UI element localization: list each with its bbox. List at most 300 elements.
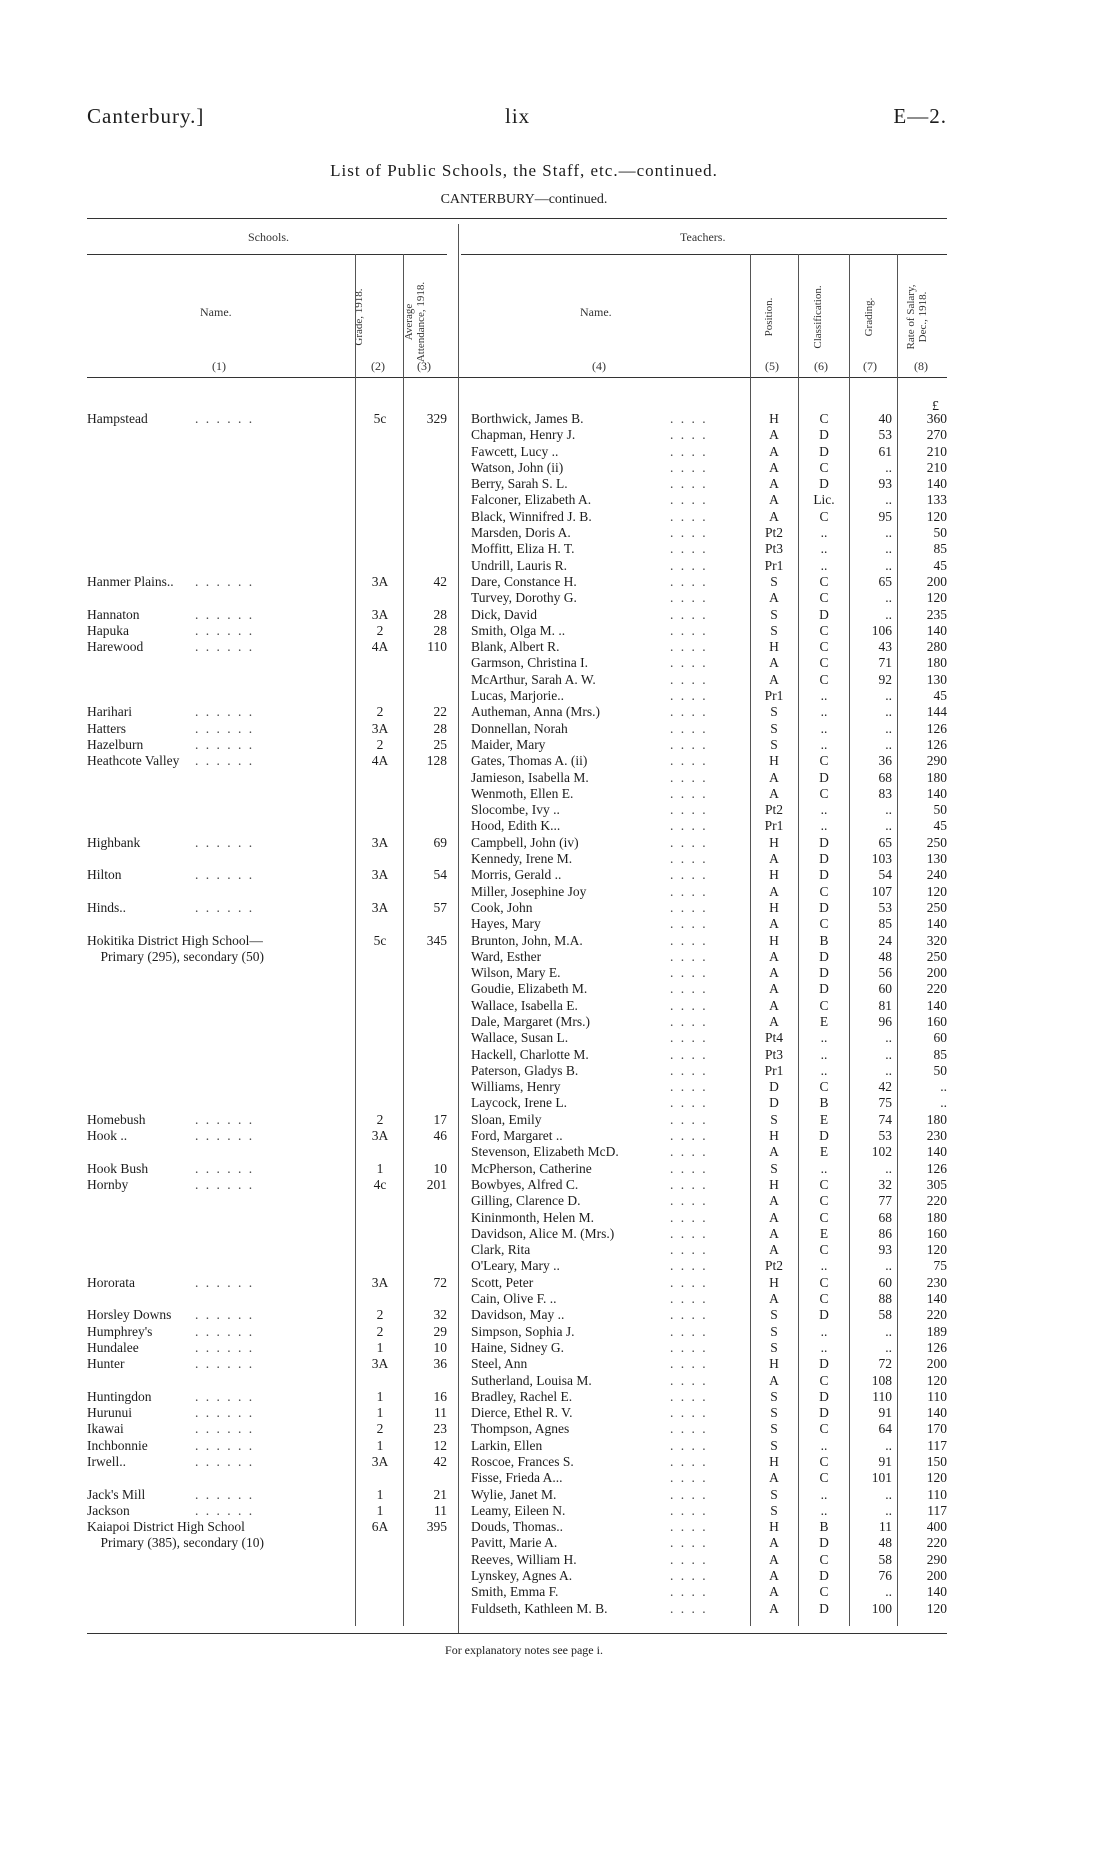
teacher-grading: 86 [878,1225,892,1241]
teacher-position: H [769,899,779,915]
teacher-classification: C [819,1176,829,1192]
teacher-name: Autheman, Anna (Mrs.) [471,704,600,720]
leader-dots: . . . . [670,606,708,622]
teacher-grading: .. [885,720,892,736]
teacher-salary: 240 [926,867,947,883]
teacher-classification: D [819,1388,829,1404]
teacher-salary: 75 [933,1258,947,1274]
teacher-salary: 140 [926,916,947,932]
teacher-grading: 54 [878,867,892,883]
school-name: Hororata [87,1274,135,1290]
teacher-position: A [769,981,779,997]
school-attendance: 22 [433,704,447,720]
col-number: (5) [765,359,779,373]
teacher-classification: .. [820,1160,828,1176]
teacher-position: S [770,704,778,720]
table-row [0,541,1114,557]
teacher-classification: D [819,834,829,850]
leader-dots: . . . . [670,1176,708,1192]
leader-dots: . . . . [670,508,708,524]
table-row [0,1030,1114,1046]
school-attendance: 11 [434,1502,447,1518]
school-name: Inchbonnie [87,1437,148,1453]
teacher-name: Wylie, Janet M. [471,1486,557,1502]
teacher-position: A [769,1291,779,1307]
teacher-grading: .. [885,606,892,622]
teacher-classification: D [819,769,829,785]
leader-dots: . . . . [670,557,708,573]
table-row [0,1454,1114,1470]
leader-dots: . . . . [670,1046,708,1062]
leader-dots: . . . . [670,1535,708,1551]
teacher-name: Falconer, Elizabeth A. [471,492,592,508]
school-name: Highbank [87,834,141,850]
table-row [0,1470,1114,1486]
teacher-grading: 83 [878,785,892,801]
teacher-classification: .. [820,720,828,736]
teacher-salary: 180 [926,655,947,671]
table-row [0,704,1114,720]
teacher-classification: .. [820,525,828,541]
school-name: Heathcote Valley [87,753,180,769]
teacher-salary: 320 [926,932,947,948]
teachers-group-header: Teachers. [680,230,726,244]
teacher-name: Garmson, Christina I. [471,655,588,671]
teacher-grading: .. [885,1062,892,1078]
table-row [0,737,1114,753]
staff-table-body [0,411,1114,1617]
school-grade: 1 [376,1405,384,1421]
leader-dots: . . . . [670,753,708,769]
teacher-classification: C [819,785,829,801]
teacher-salary: 85 [933,541,947,557]
school-name: Homebush [87,1111,146,1127]
teacher-salary: 200 [926,1568,947,1584]
teacher-classification: C [819,916,829,932]
teacher-salary: 120 [926,1600,947,1616]
teacher-classification: C [819,622,829,638]
teachers-group-rule [461,254,947,255]
leader-dots: . . . . . . [195,834,255,850]
col-number: (8) [914,359,928,373]
table-row [0,770,1114,786]
table-row [0,1079,1114,1095]
leader-dots: . . . . [670,997,708,1013]
leader-dots: . . . . . . [195,1307,255,1323]
teacher-name: Blank, Albert R. [471,639,560,655]
teacher-classification: D [819,1128,829,1144]
school-grade: 3A [371,834,389,850]
school-attendance: 201 [426,1176,447,1192]
school-name: Harihari [87,704,132,720]
school-attendance: 25 [433,736,447,752]
teacher-classification: D [819,1405,829,1421]
table-row [0,1063,1114,1079]
teacher-name: Jamieson, Isabella M. [471,769,589,785]
school-name: Humphrey's [87,1323,153,1339]
teacher-position: H [769,753,779,769]
school-attendance: 110 [427,639,447,655]
leader-dots: . . . . [670,899,708,915]
currency-symbol: £ [932,399,939,414]
leader-dots: . . . . [670,1519,708,1535]
school-name: Hook .. [87,1128,128,1144]
table-row [0,1193,1114,1209]
table-row [0,476,1114,492]
teacher-position: H [769,932,779,948]
teacher-salary: 140 [926,1291,947,1307]
leader-dots: . . . . . . [195,1323,255,1339]
page-subtitle: CANTERBURY—continued. [440,192,608,207]
teacher-position: Pt3 [764,541,783,557]
leader-dots: . . . . . . [195,1160,255,1176]
school-grade: 3A [371,1274,389,1290]
teacher-grading: .. [885,802,892,818]
teacher-classification: Lic. [813,492,835,508]
teacher-classification: E [819,1225,829,1241]
leader-dots: . . . . . . [195,1454,255,1469]
teacher-name: Slocombe, Ivy .. [471,802,560,818]
col-grade: Grade, 1918. [353,288,365,346]
teacher-salary: 160 [926,1225,947,1241]
school-attendance: 28 [433,720,447,736]
teacher-position: S [770,1421,778,1437]
table-row [0,1519,1114,1535]
teacher-position: S [770,573,778,589]
school-attendance: 29 [433,1323,447,1339]
teacher-name: O'Leary, Mary .. [471,1258,560,1274]
teacher-grading: 108 [871,1372,892,1388]
leader-dots: . . . . [670,932,708,948]
teacher-name: Marsden, Doris A. [471,525,571,541]
teacher-position: Pr1 [764,1062,784,1078]
school-grade: 2 [376,1323,384,1339]
teacher-classification: .. [820,704,828,720]
school-name: Irwell.. [87,1454,126,1469]
teacher-grading: 72 [878,1356,892,1372]
leader-dots: . . . . [670,1372,708,1388]
leader-dots: . . . . [670,720,708,736]
teacher-position: Pr1 [764,818,784,834]
leader-dots: . . . . . . [195,639,255,655]
teacher-position: Pt3 [764,1046,783,1062]
leader-dots: . . . . [670,785,708,801]
school-attendance: 16 [433,1388,447,1404]
teacher-classification: .. [820,541,828,557]
school-name: Hook Bush [87,1160,149,1176]
leader-dots: . . . . . . [195,1128,255,1144]
teacher-grading: 58 [878,1551,892,1567]
table-top-rule [87,218,947,219]
teacher-salary: 250 [926,948,947,964]
school-grade: 3A [371,867,389,883]
teacher-grading: .. [885,492,892,508]
leader-dots: . . . . [670,1551,708,1567]
teacher-name: Douds, Thomas.. [471,1519,564,1535]
table-row [0,884,1114,900]
col-grading: Grading. [863,297,875,337]
table-row [0,933,1114,949]
teacher-classification: D [819,1568,829,1584]
teacher-salary: 200 [926,965,947,981]
school-name: Harewood [87,639,144,655]
leader-dots: . . . . [670,1600,708,1616]
teacher-classification: D [819,948,829,964]
teacher-classification: C [819,411,829,426]
leader-dots: . . . . [670,1291,708,1307]
teacher-salary: 110 [927,1486,947,1502]
teacher-grading: 61 [878,443,892,459]
leader-dots: . . . . . . [195,736,255,752]
table-row [0,1487,1114,1503]
school-name: Jack's Mill [87,1486,146,1502]
teacher-grading: .. [885,1046,892,1062]
teacher-salary: 140 [926,785,947,801]
school-attendance: 21 [433,1486,447,1502]
teacher-classification: D [819,606,829,622]
teacher-salary: 230 [926,1274,947,1290]
teacher-position: A [769,1225,779,1241]
teacher-position: A [769,1242,779,1258]
table-row [0,1438,1114,1454]
leader-dots: . . . . . . [195,720,255,736]
teacher-grading: .. [885,1584,892,1600]
teacher-name: Davidson, Alice M. (Mrs.) [471,1225,615,1241]
teacher-position: A [769,851,779,867]
teacher-name: Donnellan, Norah [471,720,568,736]
teacher-classification: C [819,590,829,606]
teacher-name: Thompson, Agnes [471,1421,570,1437]
teacher-salary: 117 [927,1437,947,1453]
school-attendance: 42 [433,573,447,589]
table-row [0,1161,1114,1177]
col-salary: Rate of Salary, Dec., 1918. [905,284,929,350]
leader-dots: . . . . [670,427,708,443]
teacher-salary: 180 [926,1209,947,1225]
teacher-salary: 140 [926,476,947,492]
teacher-classification: .. [820,1062,828,1078]
school-name: Hatters [87,720,126,736]
leader-dots: . . . . [670,443,708,459]
teacher-grading: .. [885,1258,892,1274]
school-attendance: 42 [433,1454,447,1469]
leader-dots: . . . . . . [195,1339,255,1355]
teacher-classification: D [819,981,829,997]
teacher-name: Fawcett, Lucy .. [471,443,559,459]
school-name: Hokitika District High School— [87,932,263,948]
teacher-position: H [769,1274,779,1290]
table-row [0,590,1114,606]
teacher-name: Ward, Esther [471,948,542,964]
teacher-classification: C [819,997,829,1013]
teacher-classification: C [819,655,829,671]
teacher-classification: B [819,1519,829,1535]
teacher-grading: .. [885,736,892,752]
school-name: Kaiapoi District High School [87,1519,245,1535]
teacher-position: A [769,671,779,687]
teacher-grading: 36 [878,753,892,769]
table-row [0,444,1114,460]
teacher-salary: 126 [926,736,947,752]
teacher-position: A [769,948,779,964]
leader-dots: . . . . [670,1307,708,1323]
table-row [0,818,1114,834]
school-name: Horsley Downs [87,1307,172,1323]
teacher-grading: .. [885,1486,892,1502]
teacher-salary: 220 [926,1535,947,1551]
school-name: Huntingdon [87,1388,152,1404]
teacher-grading: .. [885,1339,892,1355]
leader-dots: . . . . [670,1209,708,1225]
leader-dots: . . . . [670,541,708,557]
teacher-position: A [769,590,779,606]
school-grade: 1 [376,1160,384,1176]
teacher-salary: 126 [926,1339,947,1355]
teacher-position: A [769,655,779,671]
teacher-position: A [769,476,779,492]
table-row [0,1112,1114,1128]
teacher-salary: 120 [926,1372,947,1388]
teacher-classification: .. [820,802,828,818]
school-name: Hazelburn [87,736,144,752]
teacher-salary: 210 [926,443,947,459]
teacher-classification: D [819,899,829,915]
teacher-name: Borthwick, James B. [471,411,584,426]
running-head-right: E—2. [893,104,947,128]
teacher-name: Bowbyes, Alfred C. [471,1176,579,1192]
table-row [0,1601,1114,1617]
teacher-grading: 53 [878,899,892,915]
teacher-position: H [769,1128,779,1144]
school-attendance: 72 [433,1274,447,1290]
teacher-salary: 133 [926,492,947,508]
teacher-classification: D [819,1356,829,1372]
school-grade: 3A [371,899,389,915]
teacher-salary: 120 [926,508,947,524]
teacher-name: Kininmonth, Helen M. [471,1209,594,1225]
leader-dots: . . . . [670,1584,708,1600]
teacher-name: Campbell, John (iv) [471,834,579,850]
teacher-salary: 220 [926,1193,947,1209]
school-grade: 2 [376,1307,384,1323]
teacher-classification: .. [820,1339,828,1355]
teacher-salary: 60 [933,1030,947,1046]
teacher-name: Pavitt, Marie A. [471,1535,558,1551]
leader-dots: . . . . . . [195,1274,255,1290]
teacher-position: A [769,769,779,785]
teacher-grading: 71 [878,655,892,671]
teacher-classification: .. [820,818,828,834]
teacher-grading: 11 [879,1519,892,1535]
school-attendance: 23 [433,1421,447,1437]
teacher-salary: 280 [926,639,947,655]
teacher-classification: E [819,1111,829,1127]
school-attendance: 395 [426,1519,447,1535]
leader-dots: . . . . [670,851,708,867]
teacher-grading: 48 [878,948,892,964]
teacher-position: D [769,1095,779,1111]
leader-dots: . . . . [670,1030,708,1046]
school-grade: 2 [376,704,384,720]
teacher-classification: D [819,851,829,867]
teacher-salary: 45 [933,818,947,834]
teacher-salary: 220 [926,1307,947,1323]
leader-dots: . . . . [670,1013,708,1029]
teacher-salary: 120 [926,1242,947,1258]
teacher-grading: .. [885,704,892,720]
teacher-grading: 76 [878,1568,892,1584]
teacher-classification: .. [820,1323,828,1339]
col-teacher-name: Name. [580,305,612,319]
leader-dots: . . . . [670,1095,708,1111]
teacher-grading: 58 [878,1307,892,1323]
leader-dots: . . . . [670,736,708,752]
table-row [0,867,1114,883]
teacher-salary: 200 [926,1356,947,1372]
school-grade: 1 [376,1339,384,1355]
teacher-classification: .. [820,1502,828,1518]
col-school-name: Name. [200,305,232,319]
teacher-salary: 180 [926,1111,947,1127]
teacher-name: Lucas, Marjorie.. [471,688,564,704]
teacher-classification: D [819,965,829,981]
school-grade: 1 [376,1486,384,1502]
teacher-salary: 120 [926,883,947,899]
footnote: For explanatory notes see page i. [445,1643,603,1657]
running-head-left: Canterbury.] [87,104,205,128]
school-grade: 1 [376,1502,384,1518]
teacher-position: A [769,459,779,475]
leader-dots: . . . . . . [195,753,255,769]
teacher-grading: 53 [878,1128,892,1144]
teacher-grading: 64 [878,1421,892,1437]
teacher-salary: 150 [926,1454,947,1469]
table-row [0,1307,1114,1323]
teacher-classification: B [819,932,829,948]
teacher-classification: C [819,883,829,899]
teacher-classification: .. [820,557,828,573]
table-row [0,574,1114,590]
teacher-salary: 50 [933,1062,947,1078]
teacher-salary: 45 [933,688,947,704]
school-grade: 3A [371,1128,389,1144]
table-row [0,623,1114,639]
teacher-name: Kennedy, Irene M. [471,851,573,867]
table-row [0,1324,1114,1340]
teacher-position: S [770,1405,778,1421]
teacher-salary: 400 [926,1519,947,1535]
leader-dots: . . . . [670,573,708,589]
teacher-name: Laycock, Irene L. [471,1095,567,1111]
teacher-name: Wallace, Isabella E. [471,997,578,1013]
school-name: Primary (295), secondary (50) [87,948,264,964]
leader-dots: . . . . [670,1193,708,1209]
teacher-grading: .. [885,590,892,606]
col-classification: Classification. [812,285,824,349]
teacher-name: Steel, Ann [471,1356,528,1372]
teacher-grading: 74 [878,1111,892,1127]
table-row [0,1242,1114,1258]
leader-dots: . . . . [670,525,708,541]
teacher-salary: 290 [926,1551,947,1567]
school-grade: 2 [376,1111,384,1127]
school-grade: 4A [371,753,389,769]
teacher-position: Pr1 [764,557,784,573]
school-name: Hundalee [87,1339,139,1355]
teacher-position: Pt2 [764,802,783,818]
table-row [0,1226,1114,1242]
teacher-name: Wenmoth, Ellen E. [471,785,574,801]
